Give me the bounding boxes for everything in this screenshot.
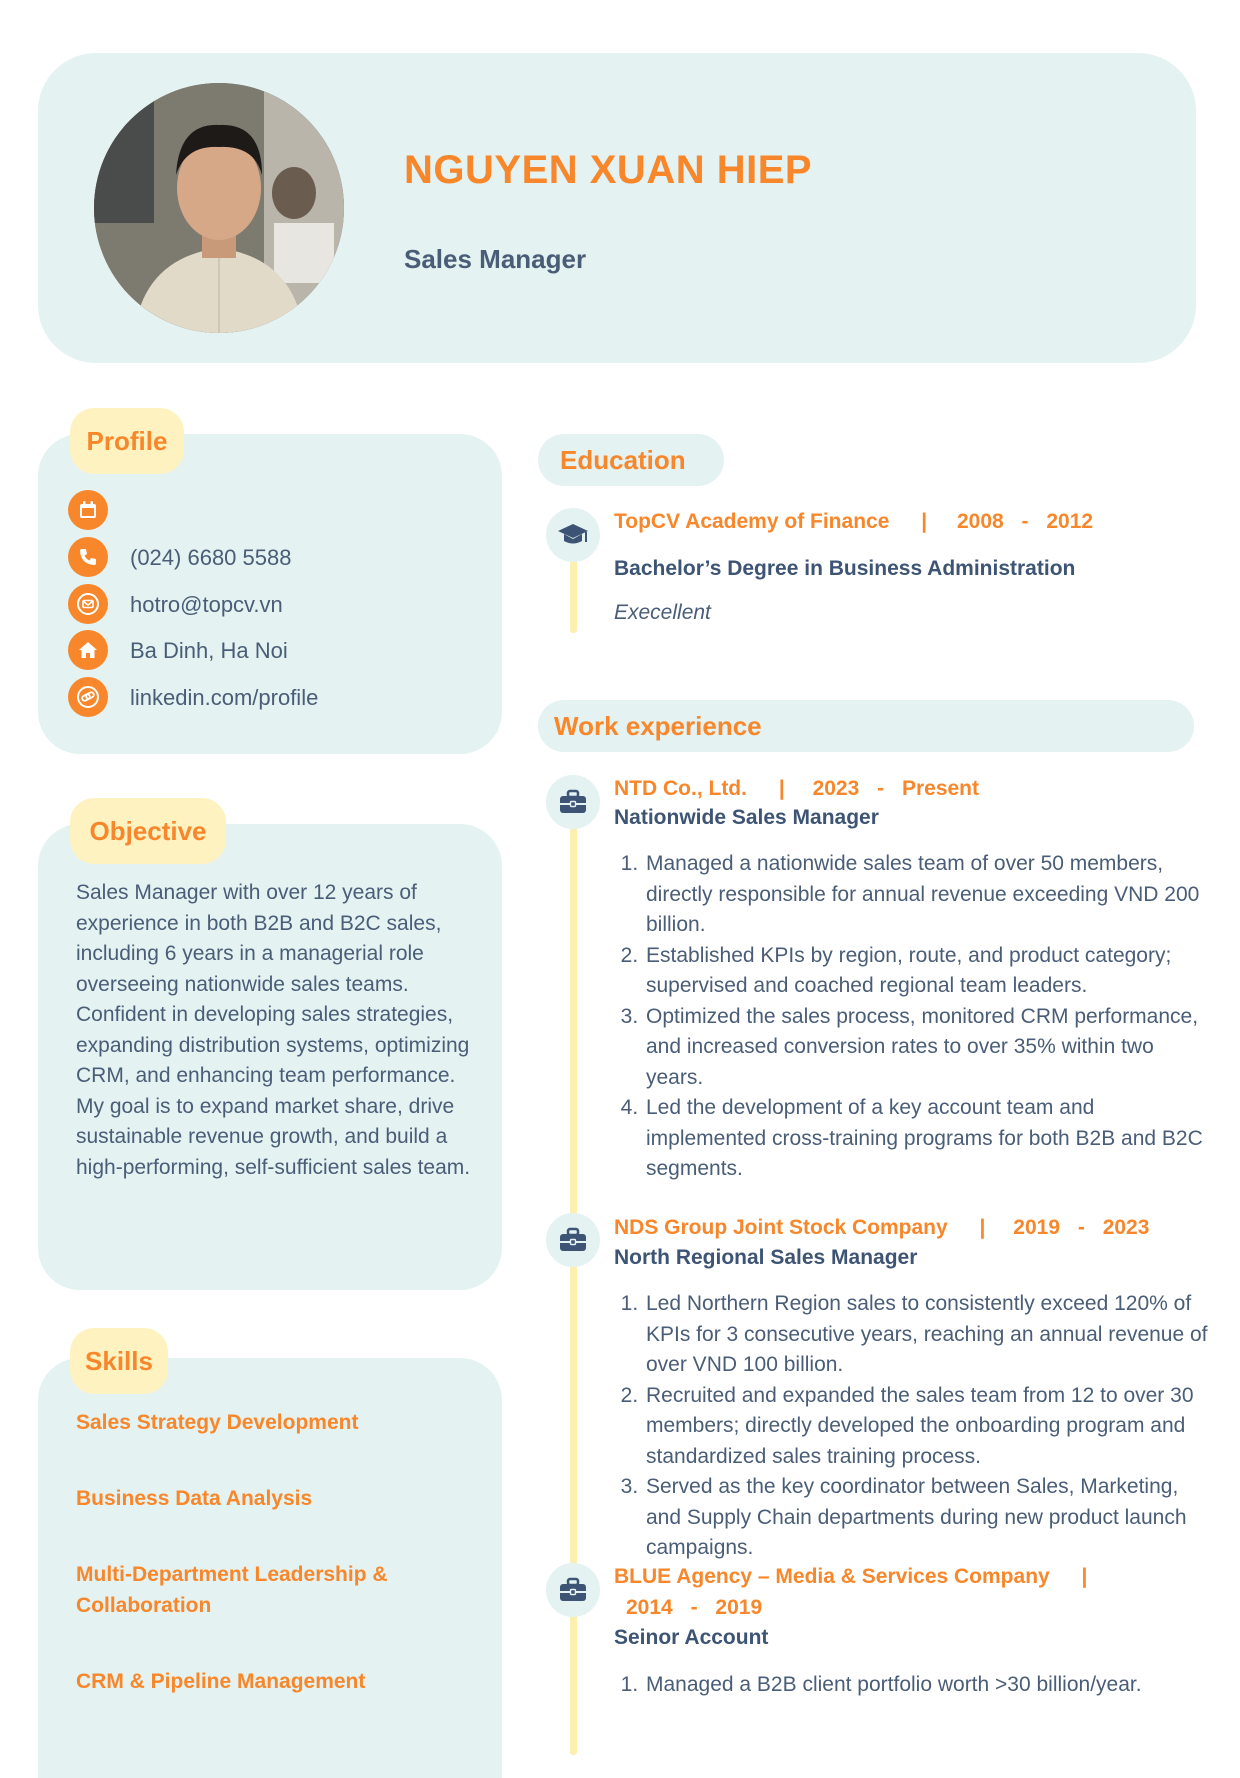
separator: | [1081,1565,1088,1588]
skill-item: Multi-Department Leadership & Collaboration [76,1563,388,1617]
education-degree: Bachelor’s Degree in Business Administration [614,557,1076,580]
list-item: 3. Optimized the sales process, monitored CRM performance, and increased conversion rates to over 35% within two years. [644,1002,1214,1094]
education-header [614,510,1093,534]
contact-phone[interactable]: (024) 6680 5588 [130,545,292,570]
candidate-role: Sales Manager [404,244,587,274]
home-icon [68,630,108,670]
job-company: NDS Group Joint Stock Company [614,1216,948,1239]
contact-email-row [68,584,283,624]
job-start: 2023 [812,777,860,800]
job-bullets [620,849,1214,1185]
job-bullets [620,1289,1214,1564]
job-header [614,1565,1087,1589]
candidate-name: NGUYEN XUAN HIEP [404,148,813,192]
education-pill: Education [538,434,724,486]
graduation-cap-icon [546,508,600,562]
job-end: 2019 [715,1596,763,1619]
phone-icon [68,537,108,577]
job-end: Present [901,777,980,800]
skill-item: Business Data Analysis [76,1487,313,1510]
date-dash: - [1077,1216,1085,1239]
calendar-icon [68,490,108,530]
briefcase-icon [546,1563,600,1617]
contact-phone-row [68,537,292,577]
list-item: 1. Led Northern Region sales to consistently exceed 120% of KPIs for 3 consecutive years, reaching an annual revenue of over VND 100 billion. [644,1289,1214,1381]
education-start: 2008 [956,510,1004,533]
date-dash: - [690,1596,698,1619]
job-company: BLUE Agency – Media & Services Company [614,1565,1050,1588]
separator: | [921,510,928,533]
separator: | [778,777,785,800]
briefcase-icon [546,775,600,829]
separator: | [979,1216,986,1239]
list-item: 3. Served as the key coordinator between Sales, Marketing, and Supply Chain departments during new product launch campaigns. [644,1472,1214,1564]
avatar [94,83,344,333]
list-item: 1. Managed a nationwide sales team of over 50 members, directly responsible for annual revenue exceeding VND 200 billion. [644,849,1214,941]
job-company: NTD Co., Ltd. [614,777,747,800]
skill-item: CRM & Pipeline Management [76,1670,366,1693]
list-item: 4. Led the development of a key account team and implemented cross-training programs for both B2B and B2C segments. [644,1093,1214,1185]
job-end: 2023 [1102,1216,1150,1239]
job-position: Nationwide Sales Manager [614,806,879,829]
job-position: North Regional Sales Manager [614,1246,918,1269]
avatar-photo [94,83,344,333]
job-dates [626,1596,762,1620]
contact-birthday-row [68,490,108,530]
contact-email[interactable]: hotro@topcv.vn [130,592,283,617]
objective-text: Sales Manager with over 12 years of experience in both B2B and B2C sales, including 6 years in a managerial role overseeing nationwide sales teams. Confident in developing sales strategies, expanding distribution systems, optimizing CRM, and enhancing team performance. My goal is to expand market share, drive sustainable revenue growth, and build a high-performing, self-sufficient sales team. [76,881,471,1179]
education-school: TopCV Academy of Finance [614,510,890,533]
objective-tag: Objective [70,798,226,864]
contact-linkedin[interactable]: linkedin.com/profile [130,685,319,710]
contact-address: Ba Dinh, Ha Noi [130,638,288,663]
skill-item: Sales Strategy Development [76,1411,359,1434]
date-dash: - [877,777,885,800]
job-header [614,777,979,801]
job-bullets [620,1670,1214,1701]
list-item: 2. Recruited and expanded the sales team from 12 to over 30 members; directly developed the onboarding program and standardized sales training process. [644,1381,1214,1473]
mail-icon [68,584,108,624]
education-grade: Execellent [614,601,711,624]
date-dash: - [1021,510,1029,533]
contact-address-row [68,630,288,670]
briefcase-icon [546,1213,600,1267]
job-start: 2014 [626,1596,673,1619]
job-start: 2019 [1013,1216,1060,1239]
profile-tag: Profile [70,408,184,474]
list-item: 2. Established KPIs by region, route, and product category; supervised and coached regional team leaders. [644,941,1214,1002]
skills-tag: Skills [70,1328,168,1394]
job-position: Seinor Account [614,1626,769,1649]
education-end: 2012 [1046,510,1094,533]
list-item: 1. Managed a B2B client portfolio worth >30 billion/year. [644,1670,1214,1701]
contact-linkedin-row [68,677,319,717]
job-header [614,1216,1149,1240]
link-icon [68,677,108,717]
work-pill: Work experience [538,700,1194,752]
